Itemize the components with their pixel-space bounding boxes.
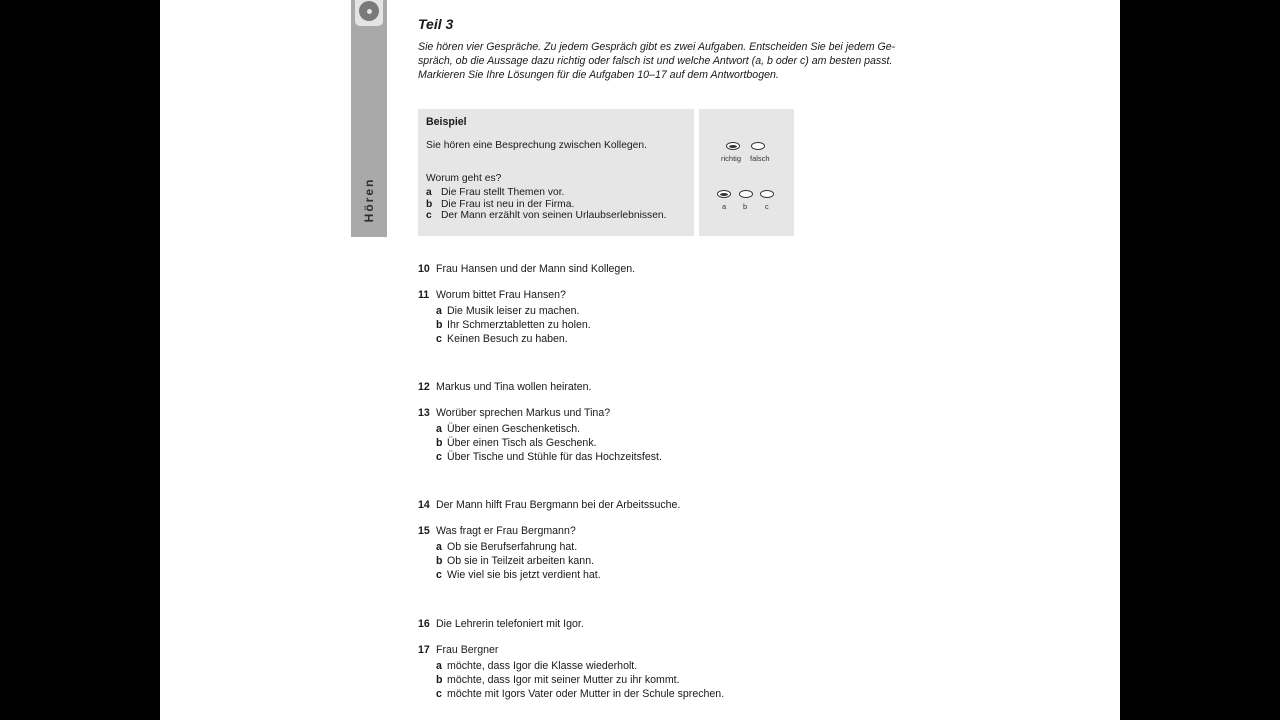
instructions-line: spräch, ob die Aussage dazu richtig oder falsch ist und welche Antwort (a, b oder c) am besten passt. [418, 55, 893, 67]
falsch-label: falsch [750, 154, 770, 163]
option-letter: a [436, 660, 442, 672]
choice-b-bubble [739, 190, 753, 198]
answer-option [436, 688, 724, 700]
question-item [418, 618, 584, 630]
option-letter: a [436, 423, 442, 435]
option-letter: c [436, 688, 442, 700]
answer-option [436, 555, 594, 567]
cd-icon [355, 0, 383, 26]
question-number: 10 [418, 263, 430, 275]
answer-option [436, 660, 637, 672]
option-letter: b [436, 674, 443, 686]
example-statement: Sie hören eine Besprechung zwischen Kollegen. [426, 140, 647, 151]
question-item [418, 644, 498, 656]
question-text: Frau Hansen und der Mann sind Kollegen. [436, 263, 636, 275]
instructions-line: Sie hören vier Gespräche. Zu jedem Gespräch gibt es zwei Aufgaben. Entscheiden Sie bei jedem Ge- [418, 41, 896, 53]
question-number: 14 [418, 499, 430, 511]
option-text: Über einen Geschenketisch. [447, 423, 581, 435]
example-option [426, 187, 667, 199]
example-option [426, 199, 667, 211]
option-letter: a [436, 305, 442, 317]
section-title: Teil 3 [418, 16, 454, 32]
richtig-label: richtig [721, 154, 742, 163]
answer-option [436, 423, 580, 435]
option-letter: b [436, 437, 443, 449]
choice-c-label: c [765, 202, 769, 211]
question-number: 11 [418, 289, 430, 301]
question-text: Frau Bergner [436, 644, 499, 656]
option-text: Die Musik leiser zu machen. [447, 305, 580, 317]
question-text: Worüber sprechen Markus und Tina? [436, 407, 611, 419]
option-letter: b [436, 555, 443, 567]
option-text: möchte, dass Igor mit seiner Mutter zu ihr kommt. [447, 674, 680, 686]
question-number: 17 [418, 644, 430, 656]
example-option [426, 210, 667, 222]
choice-a-bubble-filled [717, 190, 731, 198]
question-text: Die Lehrerin telefoniert mit Igor. [436, 618, 584, 630]
answer-option [436, 541, 577, 553]
question-text: Markus und Tina wollen heiraten. [436, 381, 592, 393]
question-number: 15 [418, 525, 430, 537]
document-page [160, 0, 1120, 720]
answer-option [436, 674, 680, 686]
question-number: 13 [418, 407, 430, 419]
option-letter: a [436, 541, 442, 553]
answer-option [436, 305, 579, 317]
option-letter: b [436, 319, 443, 331]
example-question: Worum geht es? [426, 173, 502, 184]
option-letter: c [436, 569, 442, 581]
option-text: Ob sie in Teilzeit arbeiten kann. [447, 555, 595, 567]
richtig-bubble-filled [726, 142, 740, 150]
option-letter: c [426, 210, 432, 221]
question-text: Worum bittet Frau Hansen? [436, 289, 566, 301]
question-item [418, 407, 610, 419]
option-letter: c [436, 333, 442, 345]
option-text: möchte mit Igors Vater oder Mutter in der Schule sprechen. [447, 688, 725, 700]
answer-option [436, 569, 601, 581]
choice-c-bubble [760, 190, 774, 198]
question-text: Der Mann hilft Frau Bergmann bei der Arbeitssuche. [436, 499, 681, 511]
question-text: Was fragt er Frau Bergmann? [436, 525, 576, 537]
option-text: Die Frau stellt Themen vor. [441, 187, 565, 198]
option-text: Der Mann erzählt von seinen Urlaubserlebnissen. [441, 210, 667, 221]
sidebar-label: Hören [362, 177, 376, 223]
option-text: Wie viel sie bis jetzt verdient hat. [447, 569, 601, 581]
option-letter: a [426, 187, 432, 198]
answer-option [436, 319, 591, 331]
choice-b-label: b [743, 202, 748, 211]
question-item [418, 381, 591, 393]
example-answer-sheet [699, 109, 794, 236]
answer-option [436, 437, 597, 449]
option-text: möchte, dass Igor die Klasse wiederholt. [447, 660, 638, 672]
example-box [418, 109, 694, 236]
option-text: Über Tische und Stühle für das Hochzeitsfest. [447, 451, 662, 463]
option-letter: b [426, 198, 433, 210]
question-number: 12 [418, 381, 430, 393]
question-item [418, 263, 635, 275]
falsch-bubble [751, 142, 765, 150]
instructions [418, 40, 918, 82]
option-letter: c [436, 451, 442, 463]
example-title: Beispiel [426, 116, 467, 128]
question-item [418, 289, 566, 301]
option-text: Ihr Schmerztabletten zu holen. [447, 319, 591, 331]
answer-option [436, 333, 568, 345]
question-item [418, 525, 576, 537]
answer-option [436, 451, 662, 463]
example-options [426, 187, 667, 222]
option-text: Über einen Tisch als Geschenk. [447, 437, 597, 449]
option-text: Keinen Besuch zu haben. [447, 333, 568, 345]
choice-a-label: a [722, 202, 727, 211]
instructions-line: Markieren Sie Ihre Lösungen für die Aufgaben 10–17 auf dem Antwortbogen. [418, 69, 779, 81]
question-item [418, 499, 680, 511]
section-sidebar [351, 0, 387, 237]
question-number: 16 [418, 618, 430, 630]
option-text: Ob sie Berufserfahrung hat. [447, 541, 578, 553]
option-text: Die Frau ist neu in der Firma. [441, 198, 575, 210]
